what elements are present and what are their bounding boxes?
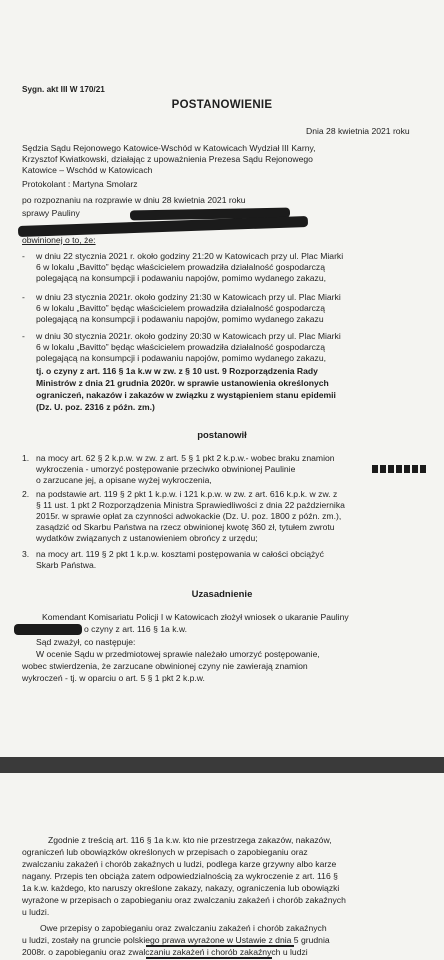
charge-line: w dniu 30 stycznia 2021r. około godziny 20:30 w Katowicach przy ul. Plac Miarki [36,331,341,341]
intro-line: Katowice – Wschód w Katowicach [22,165,153,175]
decision-line: wydatków związanych z ustanowieniem obrońcy z urzędu; [36,533,258,543]
decision-line: § 11 ust. 1 pkt 2 Rozporządzenia Ministra Sprawiedliwości z dnia 22 października [36,500,345,510]
document-title: POSTANOWIENIE [171,99,273,111]
charge-line: polegającą na konsumpcji i podawaniu napojów, pomimo wydanego zakazu, [36,273,326,283]
charge-line: w dniu 23 stycznia 2021r. około godziny 21:30 w Katowicach przy ul. Plac Miarki [36,292,341,302]
charge-line: polegającą na konsumpcji i podawaniu napojów, pomimo wydanego zakazu, [36,353,326,363]
body-line: 2008r. o zapobieganiu oraz zwalczaniu zakażeń i chorób zakaźnych u ludzi [22,947,308,957]
charge-line: 6 w lokalu „Bavitto” będąc właścicielem prowadziła działalność gospodarczą [36,262,325,272]
page-separator [0,757,444,773]
decision-line: na podstawie art. 119 § 2 pkt 1 k.p.w. i 121 k.p.w. w zw. z art. 616 k.p.k. w zw. z [36,489,338,499]
body-line: zwalczaniu zakażeń i chorób zakaźnych u ludzi, podlega karze grzywny albo karze [22,859,337,869]
intro-line: Sędzia Sądu Rejonowego Katowice-Wschód w Katowicach Wydział III Karny, [22,143,316,153]
intro-line: Krzysztof Kwiatkowski, działając z upoważnienia Prezesa Sądu Rejonowego [22,154,313,164]
legal-basis-line: tj. o czyny z art. 116 § 1a k.w w zw. z § 10 ust. 9 Rozporządzenia Rady [36,366,318,376]
decision-line: Skarb Państwa. [36,560,97,570]
justification-line: W ocenie Sądu w przedmiotowej sprawie należało umorzyć postępowanie, [36,649,320,659]
legal-basis-line: (Dz. U. poz. 2316 z późn. zm.) [36,402,155,412]
body-line: wyrażone w przepisach o zapobieganiu oraz zwalczaniu zakażeń i chorób zakaźnych [22,895,346,905]
strike-line [146,957,272,959]
bullet: - [22,251,25,261]
redaction-bar [372,465,428,473]
body-line: Zgodnie z treścią art. 116 § 1a k.w. kto nie przestrzega zakazów, nakazów, [48,835,332,845]
body-line: 1a k.w. każdego, kto naruszy określone zakazy, nakazy, ograniczenia lub obowiązki [22,883,340,893]
case-signature: Sygn. akt III W 170/21 [22,85,105,94]
justification-line: Sąd zważył, co następuje: [36,637,136,647]
charge-line: 6 w lokalu „Bavitto” będąc właścicielem prowadziła działalność gospodarczą [36,303,325,313]
intro-line: po rozpoznaniu na rozprawie w dniu 28 kwietnia 2021 roku [22,195,246,205]
legal-basis-line: Ministrów z dnia 21 grudnia 2020r. w sprawie ustanowienia określonych [36,378,329,388]
bullet: - [22,331,25,341]
justification-line: wobec stwierdzenia, że zarzucane obwinionej czyny nie zawierają znamion [22,661,308,671]
decision-heading: postanowił [197,430,247,441]
decision-number: 1. [22,453,30,463]
decision-line: 2015r. w sprawie opłat za czynności adwokackie (Dz. U. poz. 1800 z późn. zm.), [36,511,342,521]
charge-line: polegającą na konsumpcji i podawaniu napojów, pomimo wydanego zakazu [36,314,324,324]
body-line: u ludzi, zostały na gruncie polskiego prawa wyrażone w Ustawie z dnia 5 grudnia [22,935,330,945]
justification-line: Komendant Komisariatu Policji I w Katowicach złożył wniosek o ukaranie Pauliny [42,612,349,622]
accused-label: obwinionej o to, że: [22,235,96,245]
decision-line: zasądzić od Skarbu Państwa na rzecz obwinionej kwotę 360 zł, tytułem zwrotu [36,522,335,532]
charge-line: w dniu 22 stycznia 2021 r. około godziny 21:20 w Katowicach przy ul. Plac Miarki [36,251,344,261]
body-line: Owe przepisy o zapobieganiu oraz zwalczaniu zakażeń i chorób zakaźnych [40,923,327,933]
intro-line: Protokolant : Martyna Smolarz [22,179,138,189]
bullet: - [22,292,25,302]
decision-line: wykroczenia - umorzyć postępowanie przeciwko obwinionej Paulinie [36,464,296,474]
document-date: Dnia 28 kwietnia 2021 roku [306,126,410,136]
decision-number: 2. [22,489,30,499]
justification-line: o czyny z art. 116 § 1a k.w. [84,624,188,634]
justification-heading: Uzasadnienie [191,589,253,600]
redaction-bar [14,624,82,635]
charge-line: 6 w lokalu „Bavitto” będąc właścicielem prowadziła działalność gospodarczą [36,342,325,352]
document-page-2 [0,773,444,960]
legal-basis-line: ograniczeń, nakazów i zakazów w związku z wystąpieniem stanu epidemii [36,390,336,400]
body-line: u ludzi. [22,907,50,917]
body-line: nagany. Przepis ten obciąża zatem odpowiedzialnością za wykroczenie z art. 116 § [22,871,338,881]
decision-line: na mocy art. 119 § 2 pkt 1 k.p.w. kosztami postępowania w całości obciążyć [36,549,324,559]
decision-line: na mocy art. 62 § 2 k.p.w. w zw. z art. 5 § 1 pkt 2 k.p.w.- wobec braku znamion [36,453,335,463]
intro-line-name: sprawy Pauliny [22,208,80,218]
body-line: ograniczeń lub obowiązków określonych w przepisach o zapobieganiu oraz [22,847,308,857]
justification-line: wykroczeń - tj. w oparciu o art. 5 § 1 pkt 2 k.p.w. [22,673,205,683]
decision-number: 3. [22,549,30,559]
decision-line: o zarzucane jej, a opisane wyżej wykroczenia, [36,475,212,485]
